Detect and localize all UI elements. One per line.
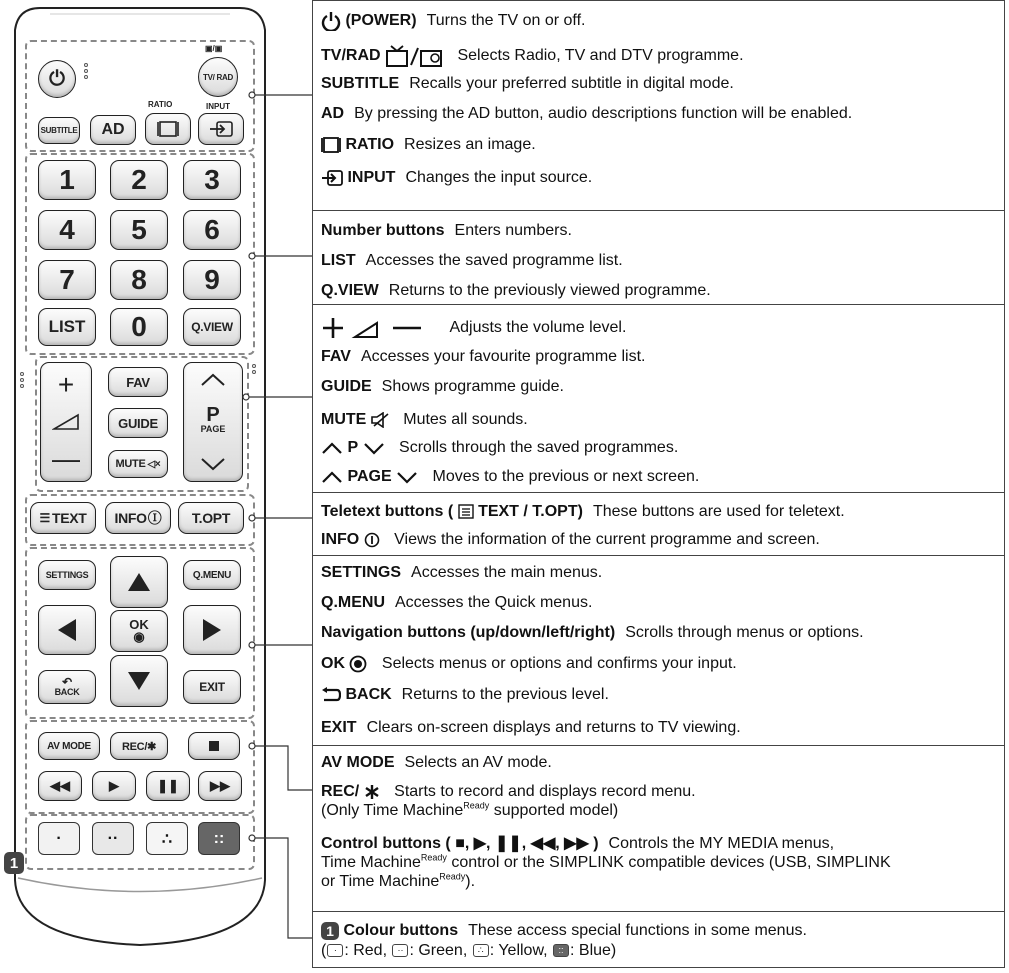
row-rec — [321, 783, 1000, 801]
control-desc: Controls the MY MEDIA menus, — [608, 835, 835, 852]
qmenu-term: Q.MENU — [321, 594, 385, 611]
tvrad-desc: Selects Radio, TV and DTV programme. — [457, 47, 744, 65]
settings-term: SETTINGS — [321, 564, 402, 581]
p-term: P — [347, 439, 359, 456]
pause-icon: ❚❚ — [157, 778, 179, 793]
row-control — [321, 835, 1000, 853]
ok-icon — [349, 655, 367, 673]
program-p-label: P — [206, 403, 220, 426]
power-term: (POWER) — [345, 12, 417, 30]
ratio-icon — [321, 137, 341, 153]
tvrad-button[interactable]: TV/ RAD — [198, 57, 238, 97]
tvrad-top-icons: ▣/▣ — [205, 44, 223, 53]
number-6-button[interactable]: 6 — [183, 210, 241, 250]
number-9-button[interactable]: 9 — [183, 260, 241, 300]
colour-badge-icon: 1 — [321, 922, 339, 940]
red-key-icon: · — [327, 944, 343, 957]
list-button[interactable]: LIST — [38, 308, 96, 346]
rewind-icon: ◀◀ — [50, 778, 70, 793]
chevron-down-icon — [363, 441, 385, 455]
qview-desc: Returns to the previously viewed programme. — [388, 282, 711, 299]
settings-desc: Accesses the main menus. — [411, 564, 603, 581]
colour-desc: These access special functions in some menus. — [468, 922, 807, 940]
subtitle-button[interactable]: SUBTITLE — [38, 117, 80, 144]
row-colour-legend: ( · : Red, ·· : Green, ∴ : Yellow, :: : Blue) — [321, 942, 617, 959]
volume-controls-icon — [321, 317, 431, 339]
red-legend: : Red, — [344, 942, 388, 959]
back-icon — [321, 687, 341, 703]
green-key-icon: ·· — [392, 944, 408, 957]
ok-icon: ◉ — [133, 629, 145, 644]
chevron-up-icon — [321, 470, 343, 484]
teletext-term-a: Teletext buttons ( — [321, 503, 454, 520]
power-desc: Turns the TV on or off. — [426, 12, 586, 30]
row-exit — [321, 719, 1000, 737]
guide-button[interactable]: GUIDE — [108, 408, 168, 438]
rec-note-sup: Ready — [463, 800, 490, 811]
qview-button[interactable]: Q.VIEW — [183, 308, 241, 346]
info-term: INFO — [321, 531, 360, 548]
info-label: INFO — [114, 510, 147, 526]
fav-desc: Accesses your favourite programme list. — [360, 348, 646, 365]
rec-note-b: supported model) — [489, 802, 619, 819]
number-3-button[interactable]: 3 — [183, 160, 241, 200]
ratio-desc: Resizes an image. — [404, 136, 536, 153]
blue-button[interactable]: :: — [198, 822, 240, 855]
ratio-term: RATIO — [345, 136, 395, 153]
qmenu-button[interactable]: Q.MENU — [183, 560, 241, 590]
control-line3-sup: Ready — [439, 871, 466, 882]
mute-term: MUTE — [321, 411, 367, 428]
exit-desc: Clears on-screen displays and returns to TV viewing. — [366, 719, 741, 736]
row-navigation — [321, 624, 1000, 642]
group-teletext — [313, 493, 1004, 556]
ok-term: OK — [321, 655, 345, 673]
row-qview — [321, 282, 1000, 300]
blue-key-icon: :: — [553, 944, 569, 957]
control-line2-b: control or the SIMPLINK compatible devices (USB, SIMPLINK — [446, 854, 891, 871]
settings-button[interactable]: SETTINGS — [38, 560, 96, 590]
row-power — [321, 11, 1000, 31]
topt-button[interactable]: T.OPT — [178, 502, 244, 534]
guide-desc: Shows programme guide. — [381, 378, 564, 395]
ad-term: AD — [321, 105, 345, 122]
guide-term: GUIDE — [321, 378, 372, 395]
volume-desc: Adjusts the volume level. — [449, 319, 627, 337]
power-icon — [321, 11, 341, 31]
group-volume — [313, 305, 1004, 493]
group-numbers — [313, 211, 1004, 305]
back-term: BACK — [345, 686, 392, 703]
exit-term: EXIT — [321, 719, 357, 736]
list-desc: Accesses the saved programme list. — [365, 252, 623, 269]
blue-legend: : Blue) — [570, 942, 617, 959]
ad-button[interactable]: AD — [90, 115, 136, 145]
p-desc: Scrolls through the saved programmes. — [399, 439, 679, 456]
number-5-button[interactable]: 5 — [110, 210, 168, 250]
number-buttons-desc: Enters numbers. — [454, 222, 572, 239]
row-page — [321, 468, 1000, 486]
row-mute — [321, 411, 1000, 429]
tvrad-term: TV/RAD — [321, 47, 381, 65]
avmode-button[interactable]: AV MODE — [38, 732, 100, 760]
teletext-term-b: TEXT / T.OPT) — [478, 503, 583, 520]
rec-desc: Starts to record and displays record menu. — [394, 783, 696, 800]
ratio-caption: RATIO — [148, 100, 173, 109]
rec-note-a: (Only Time Machine — [321, 802, 464, 819]
number-4-button[interactable]: 4 — [38, 210, 96, 250]
page-term: PAGE — [347, 468, 392, 485]
navigation-term: Navigation buttons (up/down/left/right) — [321, 624, 616, 641]
page-desc: Moves to the previous or next screen. — [432, 468, 700, 485]
row-info — [321, 531, 1000, 549]
ok-desc: Selects menus or options and confirms your input. — [381, 655, 737, 673]
control-term: Control buttons ( ■, ▶, ❚❚, ◀◀, ▶▶ ) — [321, 835, 599, 852]
asterisk-icon — [364, 784, 380, 800]
row-fav — [321, 348, 1000, 366]
power-button[interactable]: ⏻ — [38, 60, 76, 98]
volume-up-icon: + — [57, 369, 75, 400]
subtitle-desc: Recalls your preferred subtitle in digital mode. — [409, 75, 734, 92]
avmode-term: AV MODE — [321, 754, 395, 771]
row-avmode — [321, 754, 1000, 772]
chevron-up-icon — [321, 441, 343, 455]
group-navigation — [313, 556, 1004, 746]
mute-icon: ◁× — [147, 458, 161, 470]
control-line3-b: ). — [465, 873, 476, 890]
yellow-button[interactable]: ∴ — [146, 822, 188, 855]
back-label: BACK — [54, 687, 80, 697]
row-number-buttons — [321, 222, 1000, 240]
list-term: LIST — [321, 252, 356, 269]
teletext-desc: These buttons are used for teletext. — [592, 503, 845, 520]
mute-label: MUTE — [115, 458, 146, 470]
yellow-key-icon: ∴ — [473, 944, 489, 957]
back-desc: Returns to the previous level. — [401, 686, 609, 703]
number-7-button[interactable]: 7 — [38, 260, 96, 300]
tv-radio-icon — [385, 45, 443, 67]
row-ok — [321, 655, 1000, 673]
green-legend: : Green, — [409, 942, 468, 959]
number-2-button[interactable]: 2 — [110, 160, 168, 200]
number-1-button[interactable]: 1 — [38, 160, 96, 200]
text-label: TEXT — [51, 510, 87, 526]
control-line2-sup: Ready — [420, 852, 447, 863]
number-8-button[interactable]: 8 — [110, 260, 168, 300]
row-input — [321, 169, 1000, 187]
play-icon: ▶ — [109, 778, 119, 793]
red-button[interactable]: · — [38, 822, 80, 855]
text-icon — [458, 504, 474, 519]
colour-badge: 1 — [4, 852, 24, 874]
input-icon — [321, 170, 343, 186]
number-buttons-term: Number buttons — [321, 222, 445, 239]
row-p — [321, 439, 1000, 457]
row-list — [321, 252, 1000, 270]
input-caption: INPUT — [206, 102, 230, 111]
qmenu-desc: Accesses the Quick menus. — [395, 594, 593, 611]
exit-button[interactable]: EXIT — [183, 670, 241, 704]
row-rec-note — [321, 802, 1000, 820]
info-desc: Views the information of the current programme and screen. — [394, 531, 820, 548]
text-icon: ☰ — [39, 511, 50, 525]
row-subtitle — [321, 75, 1000, 93]
row-teletext — [321, 503, 1000, 521]
control-line2-a: Time Machine — [321, 854, 421, 871]
row-qmenu — [321, 594, 1000, 612]
row-back — [321, 686, 1000, 704]
row-control-line2 — [321, 854, 1000, 872]
ok-label: OK — [129, 617, 149, 632]
info-icon: Ⓘ — [147, 510, 162, 526]
group-top — [313, 1, 1004, 211]
info-icon — [364, 532, 380, 548]
rec-term: REC/ — [321, 783, 360, 800]
fav-button[interactable]: FAV — [108, 367, 168, 397]
mute-desc: Mutes all sounds. — [403, 411, 528, 428]
row-tvrad — [321, 45, 1000, 67]
qview-term: Q.VIEW — [321, 282, 379, 299]
row-colour — [321, 922, 1000, 940]
row-ad — [321, 105, 1000, 123]
description-table — [312, 0, 1005, 968]
row-control-line3 — [321, 873, 1000, 891]
volume-down-icon: — — [52, 443, 80, 474]
subtitle-term: SUBTITLE — [321, 75, 400, 92]
ad-desc: By pressing the AD button, audio descriptions function will be enabled. — [354, 105, 853, 122]
mute-icon — [371, 412, 389, 428]
row-settings — [321, 564, 1000, 582]
group-control — [313, 746, 1004, 912]
fastforward-icon: ▶▶ — [210, 778, 230, 793]
row-guide — [321, 378, 1000, 396]
program-page-label: PAGE — [200, 423, 226, 434]
number-0-button[interactable]: 0 — [110, 308, 168, 346]
navigation-desc: Scrolls through menus or options. — [625, 624, 864, 641]
row-volume — [321, 317, 1000, 339]
back-icon: ↶ — [62, 675, 72, 689]
input-desc: Changes the input source. — [405, 169, 593, 186]
rec-button[interactable]: REC/✱ — [110, 732, 168, 760]
input-term: INPUT — [347, 169, 396, 186]
yellow-legend: : Yellow, — [489, 942, 548, 959]
fav-term: FAV — [321, 348, 351, 365]
group-colour — [313, 912, 1004, 967]
avmode-desc: Selects an AV mode. — [404, 754, 552, 771]
control-line3-a: or Time Machine — [321, 873, 440, 890]
row-ratio — [321, 136, 1000, 154]
chevron-down-icon — [396, 470, 418, 484]
green-button[interactable]: ·· — [92, 822, 134, 855]
colour-term: Colour buttons — [343, 922, 459, 940]
